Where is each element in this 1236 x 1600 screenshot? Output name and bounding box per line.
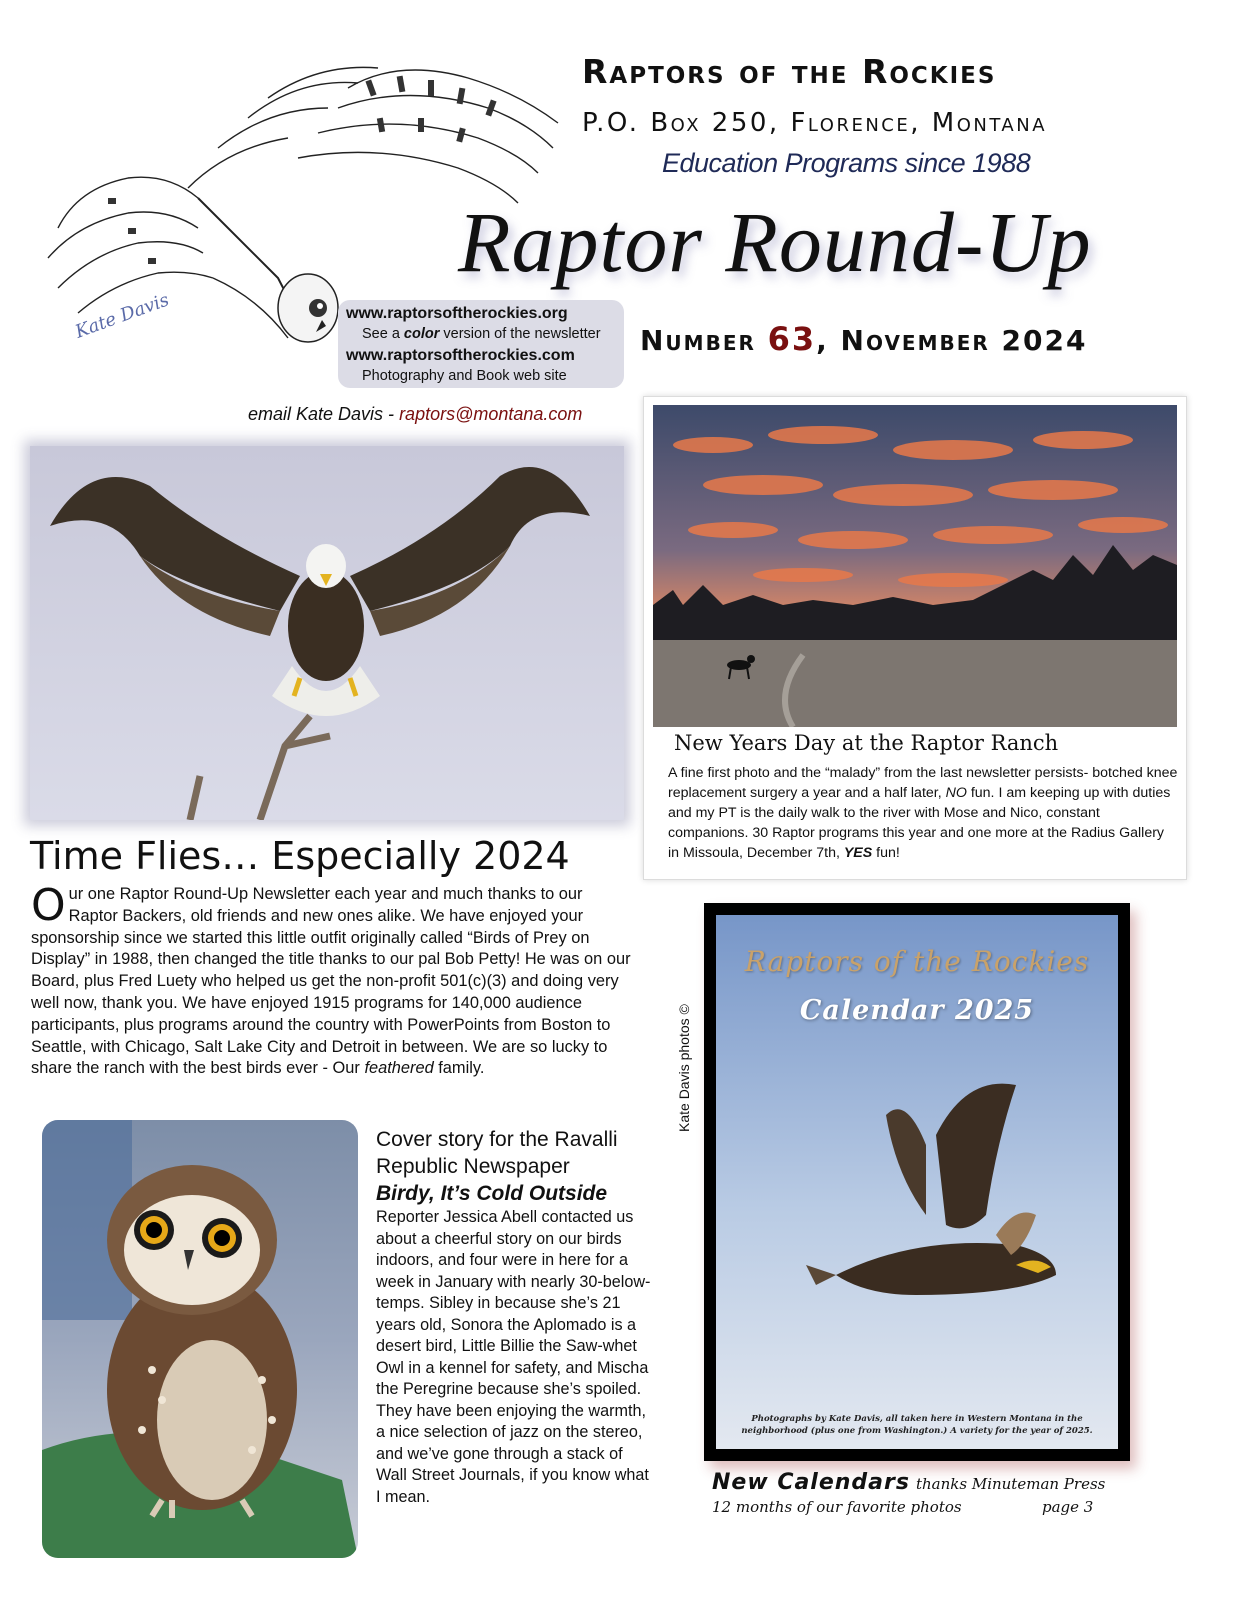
calendar-note: Photographs by Kate Davis, all taken here in Western Montana in the neighborhood (plus one from Washington.) A variety for the year of 2025. [741, 1414, 1093, 1436]
side-story [376, 1126, 652, 1508]
calendar-caption-line1 [712, 1470, 1105, 1495]
side-story-kicker: Cover story for the Ravalli Republic Newspaper [376, 1128, 618, 1178]
website-url-com[interactable]: www.raptorsoftherockies.com [346, 347, 575, 364]
organization-name: Raptors of the Rockies [582, 52, 997, 91]
sunset-photo [653, 405, 1177, 727]
calendar-caption-page: page 3 [1042, 1498, 1094, 1516]
programs-since: Education Programs since 1988 [662, 148, 1031, 178]
calendar-caption-title: New Calendars [712, 1470, 910, 1495]
issue-number: 63 [767, 320, 817, 358]
side-story-body: Reporter Jessica Abell contacted us about a cheerful story on our birds indoors, and four were in here for a week in January with nearly 30-below-temps. Sibley in because she’s 21 years old, Sonora the Aplomado is a desert bird, Little Billie the Saw-whet Owl in a kennel for safety, and Mischa the Peregrine because she’s spoiled. They have been enjoying the warmth, a nice selection of jazz on the stereo, and we’ve gone through a stack of Wall Street Journals, if you know what I mean. [376, 1208, 651, 1506]
article-dropcap: O [31, 880, 66, 931]
sunset-caption-body: A fine first photo and the “malady” from the last newsletter persists- botched knee replacement surgery a year and a half later, NO fun. I am keeping up with duties and my PT is the daily walk to the river with Mose and Nico, constant companions. 30 Raptor programs this year and one more at the Radius Gallery in Missoula, December 7th, YES fun! [668, 765, 1178, 861]
issue-prefix: Number [640, 324, 756, 357]
website-url-org[interactable]: www.raptorsoftherockies.org [346, 305, 568, 322]
website-desc-com: Photography and Book web site [362, 368, 567, 384]
bald-eagle-photo [30, 446, 624, 820]
article-title: Time Flies… Especially 2024 [30, 834, 570, 878]
calendar-cover [704, 903, 1130, 1461]
website-desc-org: See a color version of the newsletter [362, 326, 601, 342]
issue-line [640, 320, 1087, 358]
photo-credit: Kate Davis photos © [676, 1004, 692, 1132]
side-story-headline: Birdy, It’s Cold Outside [376, 1182, 608, 1205]
saw-whet-owl-photo [42, 1120, 358, 1558]
calendar-caption-line2 [712, 1498, 1112, 1516]
email-label: email Kate Davis - [248, 404, 400, 424]
organization-address: P.O. Box 250, Florence, Montana [582, 108, 1048, 138]
calendar-cover-art [716, 915, 1118, 1449]
website-box [338, 300, 624, 388]
calendar-caption-months: 12 months of our favorite photos [712, 1498, 962, 1516]
article-body: Our one Raptor Round-Up Newsletter each year and much thanks to our Raptor Backers, old friends and new ones alike. We have enjoyed your sponsorship since we started this little outfit originally called “Birds of Prey on Display” in 1988, then changed the title thanks to our pal Bob Petty! He was on our Board, plus Fred Luety who helped us get the non-profit 501(c)(3) and doing very well now, thank you. We have enjoyed 1915 programs for 140,000 audience participants, plus programs around the country with PowerPoints from Boston to Seattle, with Chicago, Salt Lake City and Detroit in between. We are so lucky to share the ranch with the best birds ever - Our feathered family. [31, 880, 631, 1078]
calendar-caption-thanks: thanks Minuteman Press [915, 1475, 1106, 1493]
email-line [248, 404, 582, 425]
sunset-photo-frame [643, 396, 1187, 880]
email-address[interactable]: raptors@montana.com [399, 404, 583, 424]
calendar-title: Raptors of the Rockies [744, 945, 1090, 978]
art-signature: Kate Davis [72, 289, 172, 343]
issue-date: , November 2024 [816, 324, 1088, 357]
calendar-year: Calendar 2025 [799, 995, 1035, 1026]
sunset-caption-title: New Years Day at the Raptor Ranch [674, 731, 1059, 755]
newsletter-title: Raptor Round-Up [458, 194, 1092, 290]
